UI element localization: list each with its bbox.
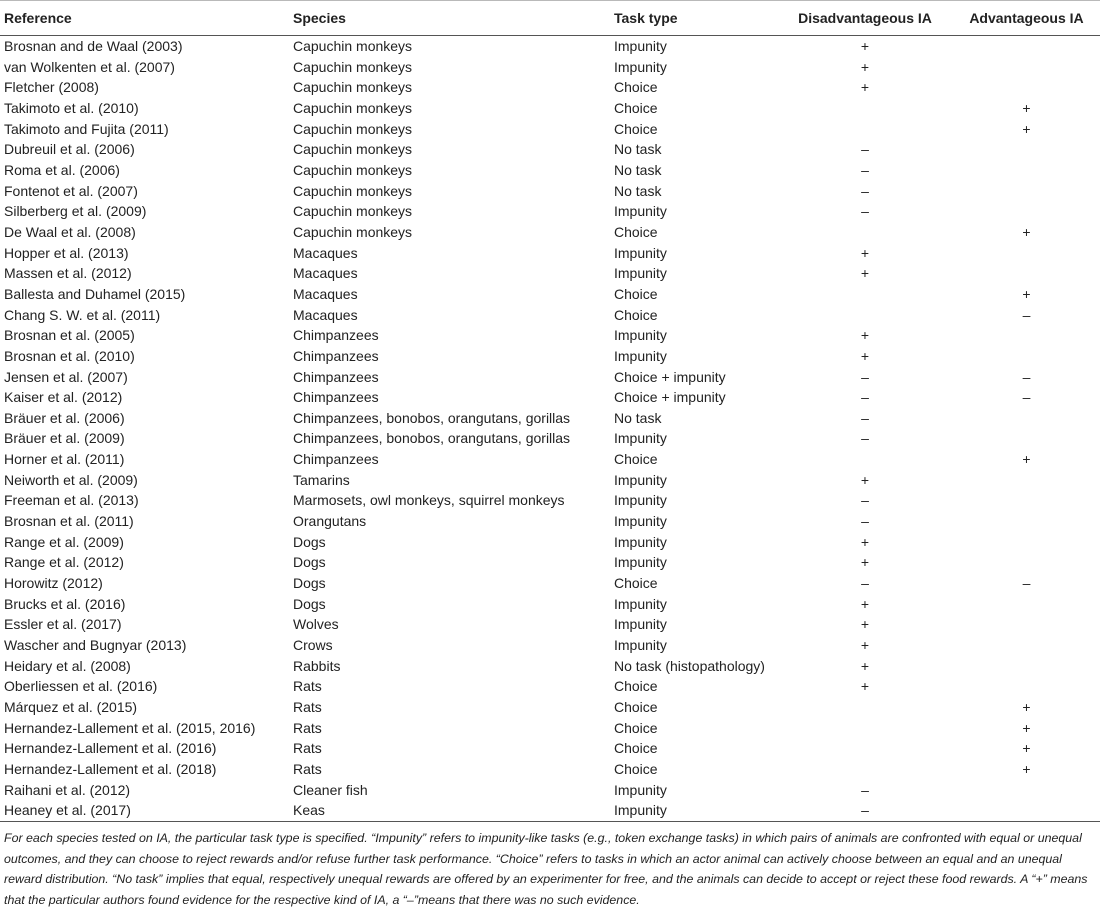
cell-disadvantageous-ia [777, 697, 953, 718]
cell-task-type: Impunity [614, 327, 667, 344]
cell-species: Chimpanzees [293, 347, 379, 364]
cell-task-type: Impunity [614, 533, 667, 550]
cell-species: Capuchin monkeys [293, 203, 413, 220]
cell-disadvantageous-ia: + [860, 327, 870, 344]
cell-species: Macaques [293, 306, 358, 323]
cell-advantageous-ia [953, 490, 1100, 511]
cell-reference: Hopper et al. (2013) [4, 244, 129, 261]
cell-disadvantageous-ia: + [860, 38, 870, 54]
cell-advantageous-ia [953, 263, 1100, 284]
cell-reference: Fletcher (2008) [4, 79, 99, 96]
cell-disadvantageous-ia: + [860, 79, 870, 96]
cell-advantageous-ia [953, 552, 1100, 573]
table-row [0, 36, 1100, 57]
table-row [0, 449, 1100, 470]
cell-advantageous-ia [953, 614, 1100, 635]
cell-advantageous-ia: + [1022, 223, 1031, 240]
cell-advantageous-ia [953, 57, 1100, 78]
table-row [0, 201, 1100, 222]
table-row [0, 57, 1100, 78]
cell-reference: Range et al. (2009) [4, 533, 124, 550]
cell-task-type: Impunity [614, 265, 667, 282]
cell-advantageous-ia: – [1022, 389, 1031, 406]
cell-species: Chimpanzees, bonobos, orangutans, gorillas [293, 430, 571, 447]
cell-disadvantageous-ia [777, 449, 953, 470]
cell-species: Chimpanzees [293, 389, 379, 406]
cell-disadvantageous-ia [777, 759, 953, 780]
table-row [0, 490, 1100, 511]
cell-advantageous-ia [953, 201, 1100, 222]
cell-disadvantageous-ia: – [861, 409, 869, 426]
cell-task-type: Impunity [614, 781, 667, 798]
table-row [0, 387, 1100, 408]
cell-task-type: Choice [614, 120, 658, 137]
table-footnote: For each species tested on IA, the particular task type is specified. “Impunity” refers to impunity-like tasks (e.g., token exchange tasks) in which pairs of animals are confronted with equal or unequal outcomes, and they can choose to reject rewards and/or refuse further task performance. “Choice” refers to tasks in which an actor animal can actively choose between an equal and an unequal reward distribution. “No task” implies that equal, respectively unequal rewards are offered by an experimenter for free, and the animals can decide to accept or reject these food rewards. A “+” means that the particular authors found evidence for the respective kind of IA, a “–”means that there was no such evidence. [4, 831, 1088, 907]
header-disadvantageous-ia: Disadvantageous IA [777, 1, 953, 36]
cell-species: Dogs [293, 575, 326, 592]
cell-task-type: Impunity [614, 471, 667, 488]
cell-reference: Bräuer et al. (2009) [4, 430, 125, 447]
cell-task-type: Choice [614, 306, 658, 323]
cell-advantageous-ia [953, 160, 1100, 181]
cell-advantageous-ia: + [1022, 740, 1031, 757]
cell-disadvantageous-ia: – [861, 430, 869, 447]
table-row [0, 98, 1100, 119]
cell-task-type: Choice [614, 740, 658, 757]
cell-reference: Silberberg et al. (2009) [4, 203, 147, 220]
cell-species: Rats [293, 760, 322, 777]
cell-reference: Heidary et al. (2008) [4, 657, 131, 674]
cell-reference: Jensen et al. (2007) [4, 368, 128, 385]
cell-species: Capuchin monkeys [293, 99, 413, 116]
table-row [0, 594, 1100, 615]
cell-task-type: Choice [614, 223, 658, 240]
cell-disadvantageous-ia: – [861, 492, 869, 509]
cell-disadvantageous-ia [777, 119, 953, 140]
cell-disadvantageous-ia: – [861, 182, 869, 199]
cell-reference: Massen et al. (2012) [4, 265, 132, 282]
table-row [0, 697, 1100, 718]
cell-task-type: Choice [614, 575, 658, 592]
cell-advantageous-ia: – [1022, 368, 1031, 385]
cell-reference: Hernandez-Lallement et al. (2018) [4, 760, 217, 777]
cell-disadvantageous-ia: + [860, 554, 870, 571]
table-row [0, 243, 1100, 264]
cell-disadvantageous-ia: – [861, 161, 869, 178]
cell-task-type: Impunity [614, 58, 667, 75]
cell-species: Capuchin monkeys [293, 223, 413, 240]
cell-species: Rats [293, 740, 322, 757]
cell-advantageous-ia [953, 181, 1100, 202]
cell-advantageous-ia: – [1022, 575, 1031, 592]
cell-reference: Freeman et al. (2013) [4, 492, 139, 509]
table-row [0, 181, 1100, 202]
cell-species: Chimpanzees [293, 451, 379, 468]
cell-reference: De Waal et al. (2008) [4, 223, 136, 240]
cell-task-type: Choice + impunity [614, 368, 726, 385]
cell-species: Chimpanzees, bonobos, orangutans, gorillas [293, 409, 571, 426]
table-row [0, 780, 1100, 801]
cell-advantageous-ia [953, 36, 1100, 57]
header-reference: Reference [0, 1, 289, 36]
table-row [0, 305, 1100, 326]
cell-reference: Kaiser et al. (2012) [4, 389, 123, 406]
cell-disadvantageous-ia: – [861, 141, 869, 158]
table-row [0, 656, 1100, 677]
cell-advantageous-ia [953, 594, 1100, 615]
cell-disadvantageous-ia: – [861, 368, 869, 385]
cell-advantageous-ia [953, 325, 1100, 346]
cell-advantageous-ia [953, 676, 1100, 697]
cell-task-type: Impunity [614, 244, 667, 261]
table-row [0, 263, 1100, 284]
table-row [0, 119, 1100, 140]
cell-reference: Neiworth et al. (2009) [4, 471, 138, 488]
cell-species: Keas [289, 800, 610, 821]
cell-species: Dogs [293, 554, 326, 571]
header-advantageous-ia: Advantageous IA [953, 1, 1100, 36]
cell-reference: Fontenot et al. (2007) [4, 182, 138, 199]
cell-reference: Hernandez-Lallement et al. (2015, 2016) [4, 719, 256, 736]
cell-task-type: Impunity [614, 554, 667, 571]
table-row [0, 428, 1100, 449]
cell-disadvantageous-ia [777, 738, 953, 759]
cell-disadvantageous-ia: + [860, 244, 870, 261]
cell-species: Capuchin monkeys [293, 58, 413, 75]
cell-task-type: Impunity [614, 347, 667, 364]
cell-species: Rats [293, 678, 322, 695]
cell-task-type: Choice [614, 699, 658, 715]
cell-species: Chimpanzees [293, 368, 379, 385]
cell-species: Macaques [293, 244, 358, 261]
table-row [0, 573, 1100, 594]
cell-species: Dogs [293, 595, 326, 612]
cell-reference: Takimoto and Fujita (2011) [4, 120, 169, 137]
cell-species: Chimpanzees [293, 327, 379, 344]
cell-task-type: Impunity [614, 513, 667, 530]
table-row [0, 738, 1100, 759]
cell-reference: Wascher and Bugnyar (2013) [4, 637, 187, 654]
cell-disadvantageous-ia: + [860, 595, 870, 612]
cell-disadvantageous-ia: + [860, 678, 870, 695]
cell-task-type: Impunity [614, 203, 667, 220]
cell-species: Capuchin monkeys [293, 161, 413, 178]
cell-advantageous-ia [953, 635, 1100, 656]
cell-advantageous-ia [953, 470, 1100, 491]
cell-disadvantageous-ia: + [860, 347, 870, 364]
cell-species: Capuchin monkeys [293, 182, 413, 199]
cell-task-type: Impunity [614, 595, 667, 612]
cell-task-type: Impunity [614, 430, 667, 447]
cell-species: Tamarins [293, 471, 350, 488]
header-species: Species [289, 1, 610, 36]
cell-advantageous-ia [953, 511, 1100, 532]
cell-species: Dogs [293, 533, 326, 550]
cell-reference: Dubreuil et al. (2006) [4, 141, 135, 158]
cell-task-type: No task [614, 161, 662, 178]
cell-task-type: Choice + impunity [614, 389, 726, 406]
cell-task-type: Choice [614, 678, 658, 695]
table-row [0, 325, 1100, 346]
cell-disadvantageous-ia: + [860, 265, 870, 282]
cell-task-type: Impunity [614, 492, 667, 509]
cell-disadvantageous-ia: – [861, 575, 869, 592]
table-row [0, 532, 1100, 553]
cell-reference: Essler et al. (2017) [4, 616, 122, 633]
cell-advantageous-ia: + [1022, 120, 1031, 137]
cell-advantageous-ia [953, 408, 1100, 429]
cell-reference: Bräuer et al. (2006) [4, 409, 125, 426]
cell-advantageous-ia [953, 346, 1100, 367]
cell-reference: Horner et al. (2011) [4, 451, 125, 468]
table-body [0, 36, 1100, 822]
cell-reference: Oberliessen et al. (2016) [4, 678, 158, 695]
cell-task-type: Impunity [614, 616, 667, 633]
cell-species: Capuchin monkeys [293, 38, 413, 54]
cell-reference: Brosnan et al. (2010) [4, 347, 135, 364]
table-row [0, 614, 1100, 635]
cell-disadvantageous-ia: + [860, 657, 870, 674]
table-row [0, 222, 1100, 243]
table-row [0, 284, 1100, 305]
cell-advantageous-ia [953, 77, 1100, 98]
table-row [0, 346, 1100, 367]
cell-task-type: No task [614, 182, 662, 199]
cell-advantageous-ia: – [1022, 306, 1031, 323]
cell-advantageous-ia [953, 139, 1100, 160]
cell-task-type: Choice [614, 719, 658, 736]
cell-advantageous-ia [953, 243, 1100, 264]
table-row [0, 718, 1100, 739]
cell-advantageous-ia: + [1022, 451, 1031, 468]
cell-disadvantageous-ia [777, 305, 953, 326]
table-row [0, 77, 1100, 98]
cell-disadvantageous-ia: + [860, 58, 870, 75]
table-row [0, 160, 1100, 181]
cell-task-type: Impunity [610, 800, 777, 821]
cell-task-type: Choice [614, 285, 658, 302]
cell-species: Macaques [293, 285, 358, 302]
table-row [0, 408, 1100, 429]
cell-task-type: No task [614, 409, 662, 426]
cell-task-type: Impunity [614, 637, 667, 654]
cell-disadvantageous-ia: – [777, 800, 953, 821]
table-row [0, 367, 1100, 388]
cell-species: Orangutans [293, 513, 367, 530]
cell-disadvantageous-ia: – [861, 389, 869, 406]
cell-species: Wolves [293, 616, 339, 633]
cell-reference: Hernandez-Lallement et al. (2016) [4, 740, 217, 757]
cell-species: Cleaner fish [293, 781, 368, 798]
cell-species: Macaques [293, 265, 358, 282]
cell-species: Marmosets, owl monkeys, squirrel monkeys [293, 492, 565, 509]
cell-disadvantageous-ia: – [861, 513, 869, 530]
table-header-row [0, 1, 1100, 36]
cell-species: Capuchin monkeys [293, 141, 413, 158]
cell-reference: Range et al. (2012) [4, 554, 124, 571]
cell-reference: Brosnan et al. (2005) [4, 327, 135, 344]
cell-reference: Raihani et al. (2012) [4, 781, 131, 798]
cell-advantageous-ia: + [1022, 699, 1031, 715]
cell-advantageous-ia [953, 532, 1100, 553]
cell-advantageous-ia [953, 780, 1100, 801]
cell-disadvantageous-ia: + [860, 616, 870, 633]
cell-task-type: Impunity [614, 38, 667, 54]
cell-disadvantageous-ia: + [860, 637, 870, 654]
header-task-type: Task type [610, 1, 777, 36]
cell-advantageous-ia: + [1022, 99, 1031, 116]
cell-reference: Roma et al. (2006) [4, 161, 120, 178]
cell-advantageous-ia: + [1022, 760, 1031, 777]
cell-disadvantageous-ia [777, 222, 953, 243]
cell-disadvantageous-ia: – [861, 203, 869, 220]
cell-reference: Ballesta and Duhamel (2015) [4, 285, 186, 302]
cell-reference: van Wolkenten et al. (2007) [4, 58, 175, 75]
cell-task-type: Choice [614, 760, 658, 777]
table-row [0, 676, 1100, 697]
cell-disadvantageous-ia [777, 284, 953, 305]
cell-advantageous-ia [953, 800, 1100, 821]
table-row [0, 139, 1100, 160]
table-row [0, 635, 1100, 656]
cell-disadvantageous-ia: + [860, 471, 870, 488]
cell-reference: Brucks et al. (2016) [4, 595, 126, 612]
cell-task-type: Choice [614, 99, 658, 116]
cell-disadvantageous-ia [777, 98, 953, 119]
table-row [0, 470, 1100, 491]
cell-task-type: No task (histopathology) [614, 657, 765, 674]
cell-species: Crows [293, 637, 333, 654]
cell-reference: Takimoto et al. (2010) [4, 99, 139, 116]
cell-species: Capuchin monkeys [293, 120, 413, 137]
cell-disadvantageous-ia [777, 718, 953, 739]
cell-advantageous-ia: + [1022, 285, 1031, 302]
cell-species: Rabbits [293, 657, 341, 674]
cell-advantageous-ia: + [1022, 719, 1031, 736]
cell-advantageous-ia [953, 428, 1100, 449]
cell-reference: Horowitz (2012) [4, 575, 103, 592]
table-row [0, 800, 1100, 821]
cell-disadvantageous-ia: – [861, 781, 869, 798]
cell-species: Rats [293, 719, 322, 736]
cell-disadvantageous-ia: + [860, 533, 870, 550]
cell-reference: Brosnan et al. (2011) [4, 513, 134, 530]
cell-reference: Chang S. W. et al. (2011) [4, 306, 161, 323]
table-row [0, 759, 1100, 780]
cell-advantageous-ia [953, 656, 1100, 677]
table-row [0, 552, 1100, 573]
cell-species: Capuchin monkeys [293, 79, 413, 96]
cell-task-type: No task [614, 141, 662, 158]
cell-reference: Márquez et al. (2015) [4, 699, 138, 715]
cell-task-type: Choice [614, 451, 658, 468]
cell-reference: Heaney et al. (2017) [0, 800, 289, 821]
cell-species: Rats [293, 699, 322, 715]
cell-reference: Brosnan and de Waal (2003) [4, 38, 183, 54]
table-row [0, 511, 1100, 532]
cell-task-type: Choice [614, 79, 658, 96]
